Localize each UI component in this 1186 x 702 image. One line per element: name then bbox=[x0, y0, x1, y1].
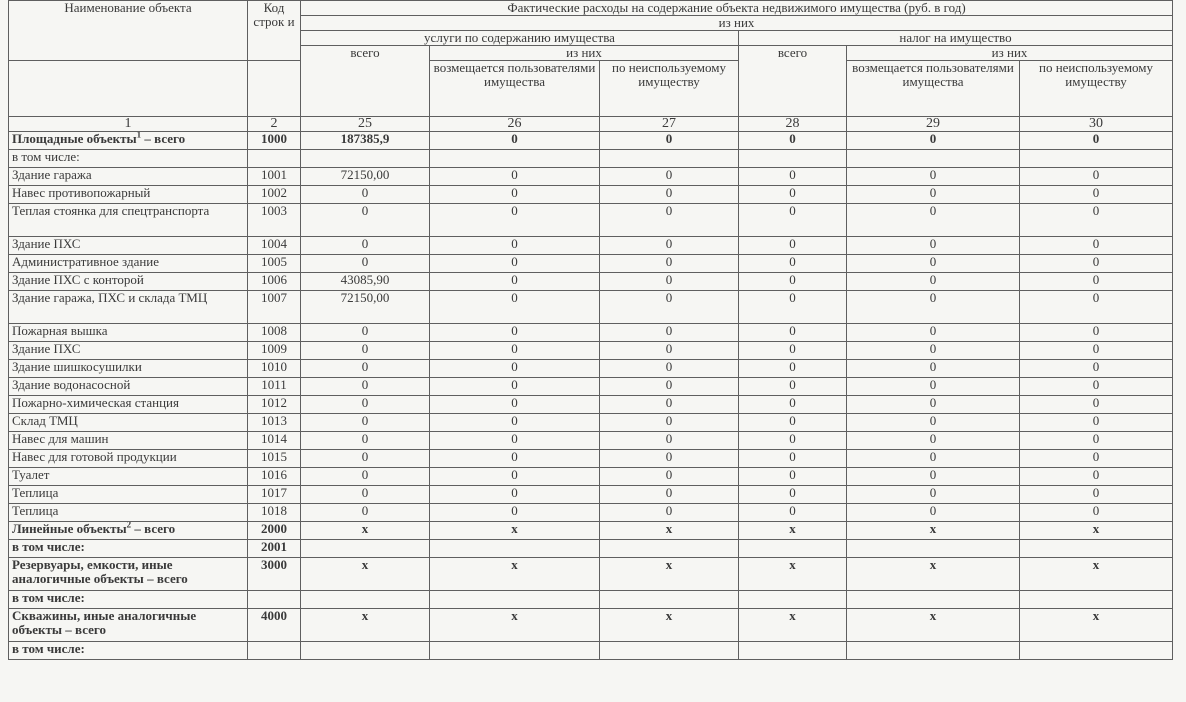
object-name-suffix: – всего bbox=[141, 131, 186, 146]
value-cell bbox=[430, 150, 600, 168]
value-cell: 0 bbox=[739, 450, 847, 468]
object-name: Линейные объекты bbox=[12, 521, 127, 536]
value-cell: х bbox=[301, 522, 430, 540]
object-name-cell bbox=[9, 342, 248, 360]
header-name-column: Наименование объекта bbox=[9, 1, 248, 61]
value-cell: 0 bbox=[430, 450, 600, 468]
object-name-cell bbox=[9, 609, 248, 642]
table-row bbox=[9, 360, 1173, 378]
value-cell: 0 bbox=[430, 342, 600, 360]
value-cell: 0 bbox=[1020, 468, 1173, 486]
value-cell: 0 bbox=[847, 324, 1020, 342]
object-name: Пожарная вышка bbox=[12, 323, 108, 338]
value-cell bbox=[847, 150, 1020, 168]
object-name: в том числе: bbox=[12, 149, 80, 164]
header-services-unused: по неиспользуемому имуществу bbox=[600, 61, 739, 117]
object-name: Навес противопожарный bbox=[12, 185, 151, 200]
value-cell: 0 bbox=[600, 396, 739, 414]
value-cell: 0 bbox=[739, 486, 847, 504]
value-cell: х bbox=[739, 609, 847, 642]
value-cell: 0 bbox=[430, 468, 600, 486]
value-cell: х bbox=[301, 609, 430, 642]
value-cell: 0 bbox=[1020, 204, 1173, 237]
value-cell: х bbox=[1020, 609, 1173, 642]
column-number: 27 bbox=[600, 117, 739, 132]
object-name: Теплица bbox=[12, 485, 59, 500]
header-code-spacer bbox=[248, 61, 301, 117]
table-row bbox=[9, 414, 1173, 432]
object-name: Теплица bbox=[12, 503, 59, 518]
value-cell: 0 bbox=[847, 273, 1020, 291]
column-number-row bbox=[9, 117, 1173, 132]
value-cell: 0 bbox=[739, 324, 847, 342]
value-cell bbox=[301, 642, 430, 660]
value-cell: 0 bbox=[739, 360, 847, 378]
value-cell: 0 bbox=[301, 486, 430, 504]
object-name-cell bbox=[9, 540, 248, 558]
header-services-of-them: из них bbox=[430, 46, 739, 61]
value-cell: 0 bbox=[847, 291, 1020, 324]
row-code-cell: 1011 bbox=[248, 378, 301, 396]
column-number: 30 bbox=[1020, 117, 1173, 132]
value-cell bbox=[847, 591, 1020, 609]
row-code-cell: 1000 bbox=[248, 132, 301, 150]
value-cell bbox=[301, 591, 430, 609]
value-cell: 0 bbox=[301, 468, 430, 486]
object-name: Теплая стоянка для спецтранспорта bbox=[12, 203, 210, 218]
value-cell: 0 bbox=[847, 432, 1020, 450]
object-name: Здание гаража bbox=[12, 167, 92, 182]
object-name: Здание ПХС с конторой bbox=[12, 272, 144, 287]
value-cell: 0 bbox=[739, 468, 847, 486]
value-cell: 0 bbox=[847, 378, 1020, 396]
value-cell: 0 bbox=[1020, 360, 1173, 378]
value-cell: 0 bbox=[739, 273, 847, 291]
table-row bbox=[9, 150, 1173, 168]
object-name: Здание гаража, ПХС и склада ТМЦ bbox=[12, 290, 208, 305]
value-cell: 0 bbox=[430, 255, 600, 273]
value-cell: 0 bbox=[301, 342, 430, 360]
object-name: Здание ПХС bbox=[12, 236, 81, 251]
value-cell: 0 bbox=[847, 396, 1020, 414]
value-cell: 0 bbox=[301, 360, 430, 378]
value-cell: х bbox=[739, 522, 847, 540]
column-number: 29 bbox=[847, 117, 1020, 132]
value-cell: 0 bbox=[847, 360, 1020, 378]
object-name-cell bbox=[9, 450, 248, 468]
object-name-cell bbox=[9, 237, 248, 255]
value-cell: 0 bbox=[739, 168, 847, 186]
object-name-cell bbox=[9, 591, 248, 609]
value-cell: 0 bbox=[600, 132, 739, 150]
row-code-cell: 1010 bbox=[248, 360, 301, 378]
object-name: Пожарно-химическая станция bbox=[12, 395, 179, 410]
object-name-cell bbox=[9, 360, 248, 378]
row-code-cell bbox=[248, 642, 301, 660]
header-tax-reimbursed: возмещается пользователями имущества bbox=[847, 61, 1020, 117]
value-cell bbox=[600, 591, 739, 609]
table-row bbox=[9, 378, 1173, 396]
value-cell: 0 bbox=[847, 486, 1020, 504]
object-name: Здание шишкосушилки bbox=[12, 359, 142, 374]
value-cell: 0 bbox=[301, 504, 430, 522]
value-cell bbox=[847, 642, 1020, 660]
value-cell: 0 bbox=[430, 378, 600, 396]
value-cell: 72150,00 bbox=[301, 291, 430, 324]
value-cell: 0 bbox=[430, 291, 600, 324]
header-code-column: Код строк и bbox=[248, 1, 301, 61]
header-property-tax: налог на имущество bbox=[739, 31, 1173, 46]
value-cell: 0 bbox=[847, 168, 1020, 186]
value-cell: 0 bbox=[739, 432, 847, 450]
table-row bbox=[9, 396, 1173, 414]
value-cell: 0 bbox=[600, 468, 739, 486]
value-cell: 0 bbox=[600, 255, 739, 273]
object-name: Навес для готовой продукции bbox=[12, 449, 177, 464]
value-cell: 0 bbox=[1020, 186, 1173, 204]
value-cell: 0 bbox=[301, 204, 430, 237]
value-cell: 0 bbox=[600, 342, 739, 360]
value-cell: 0 bbox=[430, 396, 600, 414]
row-code-cell: 3000 bbox=[248, 558, 301, 591]
header-services-total: всего bbox=[301, 46, 430, 117]
table-row bbox=[9, 642, 1173, 660]
object-name-cell bbox=[9, 486, 248, 504]
row-code-cell: 1004 bbox=[248, 237, 301, 255]
table-row bbox=[9, 291, 1173, 324]
table-row bbox=[9, 237, 1173, 255]
row-code-cell: 1008 bbox=[248, 324, 301, 342]
table-body bbox=[9, 132, 1173, 660]
header-tax-unused: по неиспользуемому имуществу bbox=[1020, 61, 1173, 117]
object-name: Склад ТМЦ bbox=[12, 413, 78, 428]
row-code-cell: 1005 bbox=[248, 255, 301, 273]
value-cell: 0 bbox=[430, 432, 600, 450]
value-cell: 0 bbox=[430, 204, 600, 237]
object-name-suffix: – всего bbox=[131, 521, 176, 536]
value-cell: 0 bbox=[1020, 132, 1173, 150]
report-sheet bbox=[8, 0, 1172, 660]
object-name-cell bbox=[9, 378, 248, 396]
value-cell: х bbox=[430, 522, 600, 540]
value-cell bbox=[600, 150, 739, 168]
value-cell bbox=[739, 591, 847, 609]
object-name: Навес для машин bbox=[12, 431, 109, 446]
object-name: Скважины, иные аналогичные объекты – всего bbox=[12, 608, 197, 637]
object-name-cell bbox=[9, 642, 248, 660]
row-code-cell bbox=[248, 591, 301, 609]
value-cell: х bbox=[847, 558, 1020, 591]
value-cell: 0 bbox=[1020, 291, 1173, 324]
object-name-cell bbox=[9, 504, 248, 522]
object-name: в том числе: bbox=[12, 590, 85, 605]
column-number: 1 bbox=[9, 117, 248, 132]
value-cell: х bbox=[1020, 558, 1173, 591]
value-cell: 0 bbox=[430, 414, 600, 432]
object-name-cell bbox=[9, 414, 248, 432]
object-name-cell bbox=[9, 150, 248, 168]
value-cell bbox=[1020, 642, 1173, 660]
footnote-marker: 1 bbox=[136, 131, 142, 140]
table-row bbox=[9, 342, 1173, 360]
value-cell: 0 bbox=[739, 504, 847, 522]
value-cell: 0 bbox=[301, 255, 430, 273]
value-cell: 0 bbox=[847, 414, 1020, 432]
value-cell: 0 bbox=[430, 132, 600, 150]
table-row bbox=[9, 558, 1173, 591]
table-row bbox=[9, 132, 1173, 150]
header-tax-total: всего bbox=[739, 46, 847, 117]
value-cell: 0 bbox=[1020, 237, 1173, 255]
row-code-cell: 1006 bbox=[248, 273, 301, 291]
value-cell bbox=[739, 150, 847, 168]
value-cell: 0 bbox=[1020, 324, 1173, 342]
header-name-spacer bbox=[9, 61, 248, 117]
value-cell bbox=[739, 642, 847, 660]
table-row bbox=[9, 504, 1173, 522]
value-cell: 72150,00 bbox=[301, 168, 430, 186]
value-cell bbox=[1020, 150, 1173, 168]
table-row bbox=[9, 540, 1173, 558]
row-code-cell: 2001 bbox=[248, 540, 301, 558]
object-name-cell bbox=[9, 558, 248, 591]
value-cell: 0 bbox=[1020, 432, 1173, 450]
row-code-cell: 1007 bbox=[248, 291, 301, 324]
value-cell: 0 bbox=[739, 132, 847, 150]
table-row bbox=[9, 324, 1173, 342]
value-cell: 0 bbox=[847, 204, 1020, 237]
table-row bbox=[9, 432, 1173, 450]
value-cell: 0 bbox=[739, 237, 847, 255]
footnote-marker: 2 bbox=[126, 521, 132, 530]
value-cell: 0 bbox=[430, 360, 600, 378]
header-services-reimbursed: возмещается пользователями имущества bbox=[430, 61, 600, 117]
value-cell bbox=[847, 540, 1020, 558]
value-cell: 0 bbox=[600, 414, 739, 432]
table-row bbox=[9, 255, 1173, 273]
value-cell: 0 bbox=[1020, 342, 1173, 360]
value-cell: 0 bbox=[847, 504, 1020, 522]
object-name: Здание водонасосной bbox=[12, 377, 131, 392]
value-cell: 0 bbox=[847, 342, 1020, 360]
value-cell: 0 bbox=[1020, 486, 1173, 504]
value-cell: 0 bbox=[847, 468, 1020, 486]
value-cell: 0 bbox=[847, 132, 1020, 150]
row-code-cell: 1018 bbox=[248, 504, 301, 522]
value-cell: 0 bbox=[301, 450, 430, 468]
object-name: Здание ПХС bbox=[12, 341, 81, 356]
value-cell: 0 bbox=[739, 186, 847, 204]
value-cell: 0 bbox=[301, 432, 430, 450]
value-cell bbox=[1020, 591, 1173, 609]
value-cell: 0 bbox=[1020, 168, 1173, 186]
row-code-cell: 1017 bbox=[248, 486, 301, 504]
table-row bbox=[9, 591, 1173, 609]
object-name-cell bbox=[9, 432, 248, 450]
value-cell: 0 bbox=[1020, 414, 1173, 432]
value-cell bbox=[600, 540, 739, 558]
column-number: 26 bbox=[430, 117, 600, 132]
value-cell: 0 bbox=[600, 432, 739, 450]
value-cell: 0 bbox=[430, 504, 600, 522]
value-cell: 0 bbox=[847, 186, 1020, 204]
value-cell: 0 bbox=[600, 360, 739, 378]
value-cell: 0 bbox=[1020, 504, 1173, 522]
object-name: Административное здание bbox=[12, 254, 160, 269]
row-code-cell: 1013 bbox=[248, 414, 301, 432]
value-cell: 0 bbox=[600, 378, 739, 396]
row-code-cell: 1016 bbox=[248, 468, 301, 486]
value-cell: х bbox=[739, 558, 847, 591]
table-row bbox=[9, 609, 1173, 642]
row-code-cell: 1003 bbox=[248, 204, 301, 237]
value-cell: 0 bbox=[600, 450, 739, 468]
value-cell: 0 bbox=[301, 237, 430, 255]
value-cell bbox=[301, 540, 430, 558]
value-cell: 0 bbox=[1020, 450, 1173, 468]
value-cell: 0 bbox=[301, 378, 430, 396]
value-cell: 0 bbox=[430, 273, 600, 291]
table-row bbox=[9, 468, 1173, 486]
object-name: Площадные объекты bbox=[12, 131, 137, 146]
table-row bbox=[9, 273, 1173, 291]
value-cell: 0 bbox=[430, 186, 600, 204]
object-name-cell bbox=[9, 168, 248, 186]
object-name-cell bbox=[9, 324, 248, 342]
value-cell: 0 bbox=[1020, 396, 1173, 414]
value-cell: х bbox=[600, 522, 739, 540]
value-cell: х bbox=[430, 609, 600, 642]
value-cell bbox=[301, 150, 430, 168]
row-code-cell: 1009 bbox=[248, 342, 301, 360]
table-row bbox=[9, 450, 1173, 468]
row-code-cell: 1012 bbox=[248, 396, 301, 414]
value-cell: 0 bbox=[600, 324, 739, 342]
table-row bbox=[9, 204, 1173, 237]
value-cell: х bbox=[847, 522, 1020, 540]
value-cell bbox=[430, 540, 600, 558]
object-name-cell bbox=[9, 255, 248, 273]
object-name-cell bbox=[9, 291, 248, 324]
object-name-cell bbox=[9, 522, 248, 540]
row-code-cell: 4000 bbox=[248, 609, 301, 642]
column-number: 28 bbox=[739, 117, 847, 132]
row-code-cell: 1015 bbox=[248, 450, 301, 468]
value-cell: 0 bbox=[430, 168, 600, 186]
table-row bbox=[9, 186, 1173, 204]
value-cell: 0 bbox=[600, 168, 739, 186]
header-of-them: из них bbox=[301, 16, 1173, 31]
column-number: 25 bbox=[301, 117, 430, 132]
value-cell: 0 bbox=[301, 396, 430, 414]
row-code-cell: 1001 bbox=[248, 168, 301, 186]
table-row bbox=[9, 486, 1173, 504]
object-name-cell bbox=[9, 204, 248, 237]
value-cell: 0 bbox=[600, 237, 739, 255]
value-cell: х bbox=[600, 558, 739, 591]
value-cell: 187385,9 bbox=[301, 132, 430, 150]
value-cell: 0 bbox=[739, 204, 847, 237]
value-cell: 0 bbox=[301, 186, 430, 204]
value-cell: 0 bbox=[739, 414, 847, 432]
value-cell: 0 bbox=[739, 396, 847, 414]
value-cell: 0 bbox=[600, 204, 739, 237]
object-name-cell bbox=[9, 186, 248, 204]
value-cell: 43085,90 bbox=[301, 273, 430, 291]
value-cell: 0 bbox=[739, 378, 847, 396]
value-cell: 0 bbox=[301, 414, 430, 432]
value-cell: х bbox=[430, 558, 600, 591]
value-cell: х bbox=[301, 558, 430, 591]
object-name-cell bbox=[9, 396, 248, 414]
value-cell: 0 bbox=[430, 237, 600, 255]
object-name-cell bbox=[9, 273, 248, 291]
expense-table bbox=[8, 0, 1173, 660]
object-name: Туалет bbox=[12, 467, 50, 482]
value-cell: 0 bbox=[847, 255, 1020, 273]
object-name: в том числе: bbox=[12, 641, 85, 656]
value-cell: 0 bbox=[1020, 255, 1173, 273]
table-row bbox=[9, 168, 1173, 186]
row-code-cell: 1002 bbox=[248, 186, 301, 204]
value-cell: 0 bbox=[600, 504, 739, 522]
value-cell bbox=[430, 642, 600, 660]
value-cell: 0 bbox=[600, 186, 739, 204]
header-main-title: Фактические расходы на содержание объекта недвижимого имущества (руб. в год) bbox=[301, 1, 1173, 16]
object-name-cell bbox=[9, 132, 248, 150]
header-tax-of-them: из них bbox=[847, 46, 1173, 61]
object-name: Резервуары, емкости, иные аналогичные объекты – всего bbox=[12, 557, 188, 586]
value-cell bbox=[1020, 540, 1173, 558]
value-cell bbox=[739, 540, 847, 558]
row-code-cell: 1014 bbox=[248, 432, 301, 450]
value-cell: х bbox=[600, 609, 739, 642]
value-cell: 0 bbox=[739, 255, 847, 273]
value-cell: 0 bbox=[600, 273, 739, 291]
value-cell: 0 bbox=[1020, 378, 1173, 396]
row-code-cell bbox=[248, 150, 301, 168]
value-cell: х bbox=[847, 609, 1020, 642]
value-cell: х bbox=[1020, 522, 1173, 540]
row-code-cell: 2000 bbox=[248, 522, 301, 540]
value-cell: 0 bbox=[739, 342, 847, 360]
value-cell: 0 bbox=[430, 324, 600, 342]
column-number: 2 bbox=[248, 117, 301, 132]
header-services: услуги по содержанию имущества bbox=[301, 31, 739, 46]
value-cell bbox=[430, 591, 600, 609]
object-name: в том числе: bbox=[12, 539, 85, 554]
value-cell: 0 bbox=[847, 450, 1020, 468]
value-cell: 0 bbox=[739, 291, 847, 324]
value-cell: 0 bbox=[430, 486, 600, 504]
value-cell: 0 bbox=[301, 324, 430, 342]
value-cell: 0 bbox=[600, 291, 739, 324]
value-cell bbox=[600, 642, 739, 660]
value-cell: 0 bbox=[847, 237, 1020, 255]
value-cell: 0 bbox=[1020, 273, 1173, 291]
table-row bbox=[9, 522, 1173, 540]
value-cell: 0 bbox=[600, 486, 739, 504]
object-name-cell bbox=[9, 468, 248, 486]
